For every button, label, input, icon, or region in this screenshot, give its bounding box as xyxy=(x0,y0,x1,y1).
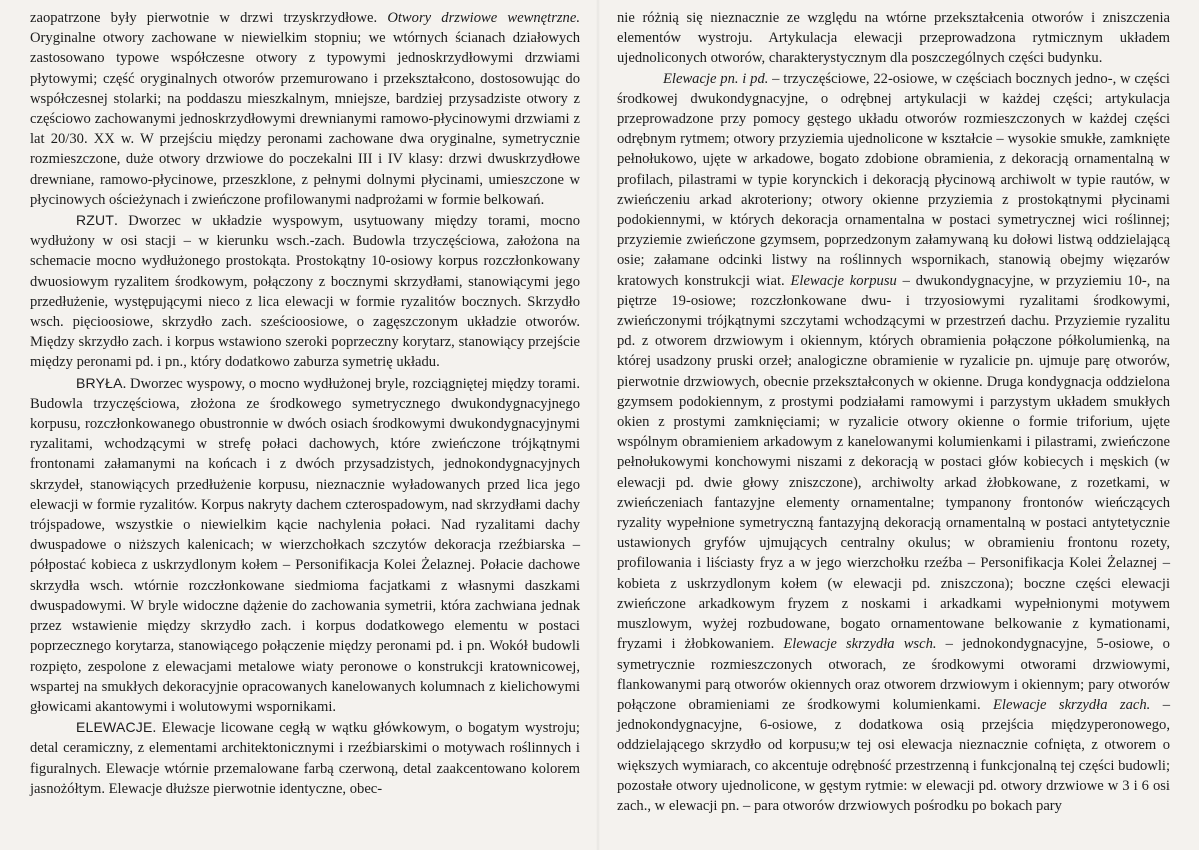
left-page-column xyxy=(30,8,580,799)
text-run: zaopatrzone były pierwotnie w drzwi trzyskrzydłowe. xyxy=(30,10,388,26)
paragraph-elevations-detail xyxy=(617,69,1170,817)
page-gutter xyxy=(596,0,600,850)
italic-heading-inner-doors: Otwory drzwiowe wewnętrzne. xyxy=(387,10,580,26)
text-run: . Dworzec wyspowy, o mocno wydłużonej bryle, rozciągniętej między torami. Budowla trzyczęściowa, złożona ze środkowego symetrycznego dwukondygnacyjnego korpusu, rozczłonkowanego obustronnie w dwóch osiach środkowymi dwukondygnacyjnymi ryzalitami, wchodzącymi w strefę połaci dachowych, które zwieńczone trójkątnymi frontonami załamanymi na końcach i z dwóch przysadzistych, jednokondygnacyjnych skrzydeł, stanowiących przedłużenie korpusu, nieznacznie wyładowanych przed lica jego elewacji w formie ryzalitów. Korpus nakryty dachem czterospadowym, nad skrzydłami dachy trójspadowe, wszystkie o niewielkim kącie nachylenia połaci. Nad ryzalitami dachy dwuspadowe o niższych kalenicach; w wierzchołkach szczytów dekoracja rzeźbiarska – półpostać kobieca z uskrzydlonym kołem – Personifikacja Kolei Żelaznej. Połacie dachowe skrzydła wsch. wtórnie rozczłonkowane siedmioma facjatkami z własnymi daszkami dwuspadowymi. W bryle widoczne dążenie do zachowania symetrii, która zachwiana jednak przez wstawienie między skrzydło zach. i korpus dodatkowego elementu w postaci poprzecznego korytarza, stanowiącego połączenie między peronami pd. i pn. Wokół budowli rozpięto, zespolone z elewacjami metalowe wiaty peronowe o konstrukcji kratownicowej, wspartej na smukłych dekoracyjnie opracowanych kanelowanych kolumnach z kielichowymi głowicami akantowymi i wolutowymi wspornikami. xyxy=(30,375,580,715)
paragraph-continuation xyxy=(617,8,1170,69)
section-heading-rzut: RZUT xyxy=(76,212,115,229)
text-run: . Dworzec w układzie wyspowym, usytuowany między torami, mocno wydłużony w osi stacji – w kierunku wsch.-zach. Budowla trzyczęściowa, założona na schemacie mocno wydłużonego prostokąta. Prostokątny 10-osiowy korpus rozczłonkowany dwuosiowym ryzalitem środkowym, połączony z bocznymi skrzydłami, stanowiącymi jego przedłużenie, występującymi nieco z lica elewacji w formie ryzalitów bocznych. Skrzydło wsch. pięcioosiowe, skrzydło zach. sześcioosiowe, o zagęszczonym układzie otworów. Między skrzydło zach. i korpus wstawiono szeroki poprzeczny korytarz, stanowiący przejście między peronami pd. i pn., który dodatkowo zaburza symetrię układu. xyxy=(30,213,580,371)
text-run: nie różnią się nieznacznie ze względu na wtórne przekształcenia otworów i zniszczenia elementów wystroju. Artykulacja elewacji przeprowadzona rytmicznym układem ujednoliconych otworów, charakterystycznym dla poszczególnych części budynku. xyxy=(617,10,1170,67)
section-heading-bryla: BRYŁA xyxy=(76,374,123,391)
italic-heading-elev-body: Elewacje korpusu xyxy=(790,272,897,289)
text-run: – jednokondygnacyjne, 5-osiowe, o symetrycznie rozmieszczonych otworach, ze środkowymi otworami drzwiowymi, flankowanymi parą otworów okiennych oraz otworem drzwiowym i okiennym; pary otworów połączone obramieniami ze środkowymi kolumienkami. xyxy=(617,636,1170,713)
paragraph-rzut xyxy=(30,210,580,373)
text-run: . Elewacje licowane cegłą w wątku główkowym, o bogatym wystroju; detal ceramiczny, z elementami architektonicznymi i rzeźbiarskimi o motywach roślinnych i figuralnych. Elewacje wtórnie przemalowane farbą czerwoną, detal zaakcentowano kolorem jasnożółtym. Elewacje dłuższe pierwotnie identyczne, obec- xyxy=(30,720,580,797)
text-run: Oryginalne otwory zachowane w niewielkim stopniu; we wtórnych ścianach działowych zastosowano typowe współczesne otwory z typowymi jednoskrzydłowymi drzwiami płytowymi; część oryginalnych otworów przemurowano i przekształcono, dostosowując do współczesnej stolarki; na poddaszu mieszkalnym, mniejsze, bardziej przysadziste otwory z częściowo zachowanymi jednoskrzydłowymi drewnianymi ramowo-płycinowymi drzwiami z lat 20/30. XX w. W przejściu między peronami zachowane dwa oryginalne, symetrycznie rozmieszczone, duże otwory drzwiowe do poczekalni III i IV klasy: drzwi dwuskrzydłowe drewniane, ramowo-płycinowe, przeszklone, z pełnymi dolnymi płycinami, umieszczone w płycinowych ościeżynach i zwieńczone profilowanymi nadprożami w formie belkowań. xyxy=(30,30,580,208)
text-run: – dwukondygnacyjne, w przyziemiu 10-, na piętrze 19-osiowe; rozczłonkowane dwu- i trzyosiowymi ryzalitami środkowymi, zwieńczonymi trójkątnymi szczytami wchodzącymi w przestrzeń dachu. Przyziemie ryzalitu pd. z otworem drzwiowym i okiennym, których obramienia połączone półkolumienką, na której usadzony pruski orzeł; analogiczne obramienie w ryzalicie pn. ujmuje parę otworów, pierwotnie drzwiowych, obecnie przekształconych w okienne. Druga kondygnacja oddzielona gzymsem podokiennym, z prostymi podziałami ramowymi i parzystym układem smukłych okien z prostymi zamknięciami; w ryzalicie otwory okienne o formie triforium, ujęte wspólnym obramieniem arkadowym z kanelowanymi kolumienkami i pilastrami, zwieńczone pełnołukowymi konchowymi niszami z dekoracją w postaci głów kobiecych i męskich (w elewacji pd. dwie głowy zniszczone), archiwolty arkad żłobkowane, z rozetkami, w zwieńczeniach fantazyjne elementy ornamentalne; tympanony frontonów wieńczących ryzality wypełnione symetryczną fantazyjną dekoracją ornamentalną w postaci antytetycznie ustawionych gryfów ujmujących centralny okulus; w obramieniu frontonu rozety, profilowania i liściasty fryz a w jego wierzchołku rzeźba – Personifikacja Kolei Żelaznej – kobieta z uskrzydlonym kołem (w elewacji pd. zniszczona); boczne części elewacji zwieńczone arkadkowym fryzem z noskami i arkadkami wypełnionymi motywem muszlowym, wyżej rozbudowane, bogato ornamentowane belkowanie z kymationami, fryzami i żłobkowaniem. xyxy=(617,272,1170,653)
paragraph-elewacje xyxy=(30,717,580,799)
paragraph-doors xyxy=(30,8,580,210)
italic-heading-elev-north-south: Elewacje pn. i pd. xyxy=(663,70,769,87)
paragraph-bryla xyxy=(30,373,580,717)
italic-heading-elev-west-wing: Elewacje skrzydła zach. xyxy=(993,696,1151,713)
section-heading-elewacje: ELEWACJE xyxy=(76,719,153,736)
right-page-column xyxy=(617,8,1170,816)
text-run: – trzyczęściowe, 22-osiowe, w częściach bocznych jedno-, w części środkowej dwukondygnacyjne, o odrębnej artykulacji w każdej części; artykulacja przeprowadzone przy pomocy gęstego układu otworów rozmieszczonych w każdej części odrębnym rytmem; otwory przyziemia ujednolicone w kształcie – wysokie smukłe, zamknięte pełnołukowo, ujęte w arkadowe, bogato zdobione obramienia, z dekoracją ornamentalną w profilach, pilastrami w typie korynckich i dekoracją płycinową archiwolt w typie rautów, w zwieńczeniu arkad akroteriony; otwory okienne przyziemia z prostokątnymi płycinami podokiennymi, w których dekoracja ornamentalna w postaci symetrycznej wici roślinnej; przyziemie zwieńczone gzymsem, poprzedzonym załamywaną ku dołowi listwą oddzielającą osie; załamane odcinki listwy na roślinnych wspornikach, stanowią obejmy więzarów kratowych konstrukcji wiat. xyxy=(617,70,1170,289)
italic-heading-elev-east-wing: Elewacje skrzydła wsch. xyxy=(783,636,937,653)
text-run: – jednokondygnacyjne, 6-osiowe, z dodatkowa osią przejścia międzyperonowego, oddzielającego skrzydło od korpusu;w tej osi elewacja nieznacznie cofnięta, z otworem o większych wymiarach, co akcentuje odrębność przestrzenną i funkcjonalną tej części budowli; pozostałe otwory ujednolicone, w gęstym rytmie: w elewacji pd. otwory drzwiowe w 3 i 6 osi zach., w elewacji pn. – para otworów drzwiowych pośrodku po bokach pary xyxy=(617,696,1170,814)
